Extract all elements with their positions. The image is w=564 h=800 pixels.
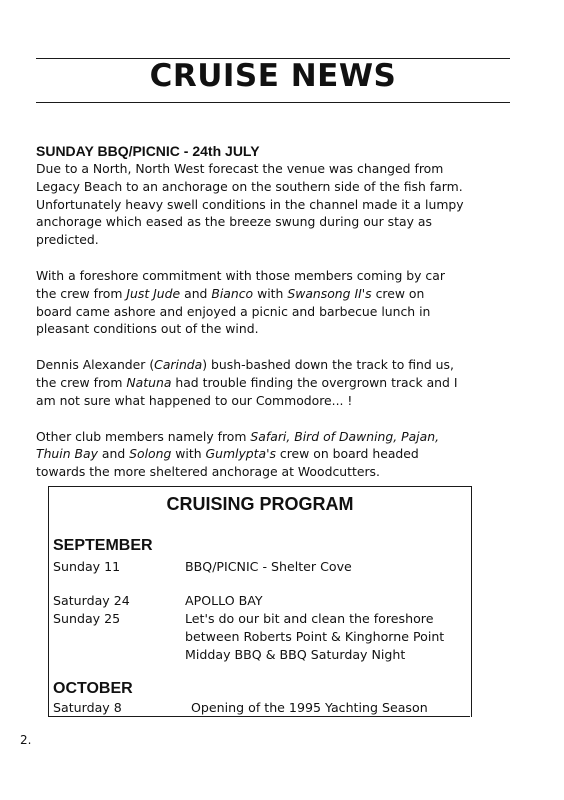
- boat-name: Solong: [129, 446, 172, 462]
- program-day: Saturday 24: [53, 593, 130, 608]
- paragraph-line: pleasant conditions out of the wind.: [36, 321, 259, 337]
- text-run: and: [180, 285, 212, 301]
- paragraph-line: With a foreshore commitment with those members coming by car: [36, 267, 445, 283]
- boat-name: Gumlypta's: [205, 446, 276, 462]
- program-event: Midday BBQ & BBQ Saturday Night: [185, 647, 406, 662]
- boat-name: Just Jude: [126, 285, 181, 301]
- paragraph-line: Due to a North, North West forecast the venue was changed from: [36, 161, 444, 176]
- boat-names: Safari, Bird of Dawning, Pajan,: [250, 428, 440, 444]
- month-heading-october: OCTOBER: [53, 680, 133, 697]
- article-sunday-bbq: [36, 142, 516, 499]
- text-run: the crew from: [36, 285, 127, 301]
- boat-name: Natuna: [126, 374, 172, 390]
- program-day: Sunday 25: [53, 611, 121, 626]
- boat-name: Thuin Bay: [36, 446, 98, 462]
- paragraph-line: predicted.: [36, 232, 99, 248]
- program-day: Sunday 11: [53, 559, 121, 574]
- boat-name: Swansong II's: [287, 285, 372, 301]
- cruising-program-box: [48, 486, 472, 717]
- month-heading-september: SEPTEMBER: [53, 537, 153, 554]
- program-day: Saturday 8: [53, 700, 122, 715]
- text-run: ) bush-bashed down the track to find us,: [202, 357, 454, 373]
- text-run: Other club members namely from: [36, 428, 251, 444]
- program-event: Let's do our bit and clean the foreshore: [185, 611, 434, 626]
- program-event: Opening of the 1995 Yachting Season: [191, 700, 428, 715]
- header-bottom-rule: [36, 102, 510, 103]
- article-heading: SUNDAY BBQ/PICNIC - 24th JULY: [36, 143, 260, 159]
- text-run: with: [171, 446, 206, 462]
- paragraph-line: anchorage which eased as the breeze swung during our stay as: [36, 214, 432, 230]
- paragraph-foreshore: [36, 267, 516, 338]
- page-number: 2.: [20, 733, 32, 747]
- text-run: crew on: [371, 285, 425, 301]
- program-event: BBQ/PICNIC - Shelter Cove: [185, 559, 352, 574]
- paragraph-line: Unfortunately heavy swell conditions in the channel made it a lumpy: [36, 196, 464, 212]
- program-title: CRUISING PROGRAM: [166, 494, 354, 514]
- text-run: with: [253, 285, 288, 301]
- text-run: the crew from: [36, 374, 127, 390]
- text-run: had trouble finding the overgrown track and I: [171, 374, 458, 390]
- paragraph-venue-change: [36, 160, 516, 249]
- program-event: between Roberts Point & Kinghorne Point: [185, 629, 445, 644]
- page-title: CRUISE NEWS: [149, 58, 397, 94]
- text-run: Dennis Alexander (: [36, 357, 155, 373]
- paragraph-line: Legacy Beach to an anchorage on the southern side of the fish farm.: [36, 178, 463, 194]
- text-run: crew on board headed: [275, 446, 419, 462]
- program-event: APOLLO BAY: [185, 593, 263, 608]
- paragraph-line: towards the more sheltered anchorage at Woodcutters.: [36, 464, 380, 480]
- paragraph-line: am not sure what happened to our Commodore... !: [36, 392, 353, 408]
- boat-name: Bianco: [211, 285, 254, 301]
- paragraph-bush-bash: [36, 356, 516, 409]
- program-bottom-rule: [48, 716, 470, 717]
- paragraph-line: board came ashore and enjoyed a picnic and barbecue lunch in: [36, 303, 431, 319]
- text-run: and: [97, 446, 130, 462]
- boat-name: Carinda: [154, 357, 203, 373]
- paragraph-other-members: [36, 428, 516, 481]
